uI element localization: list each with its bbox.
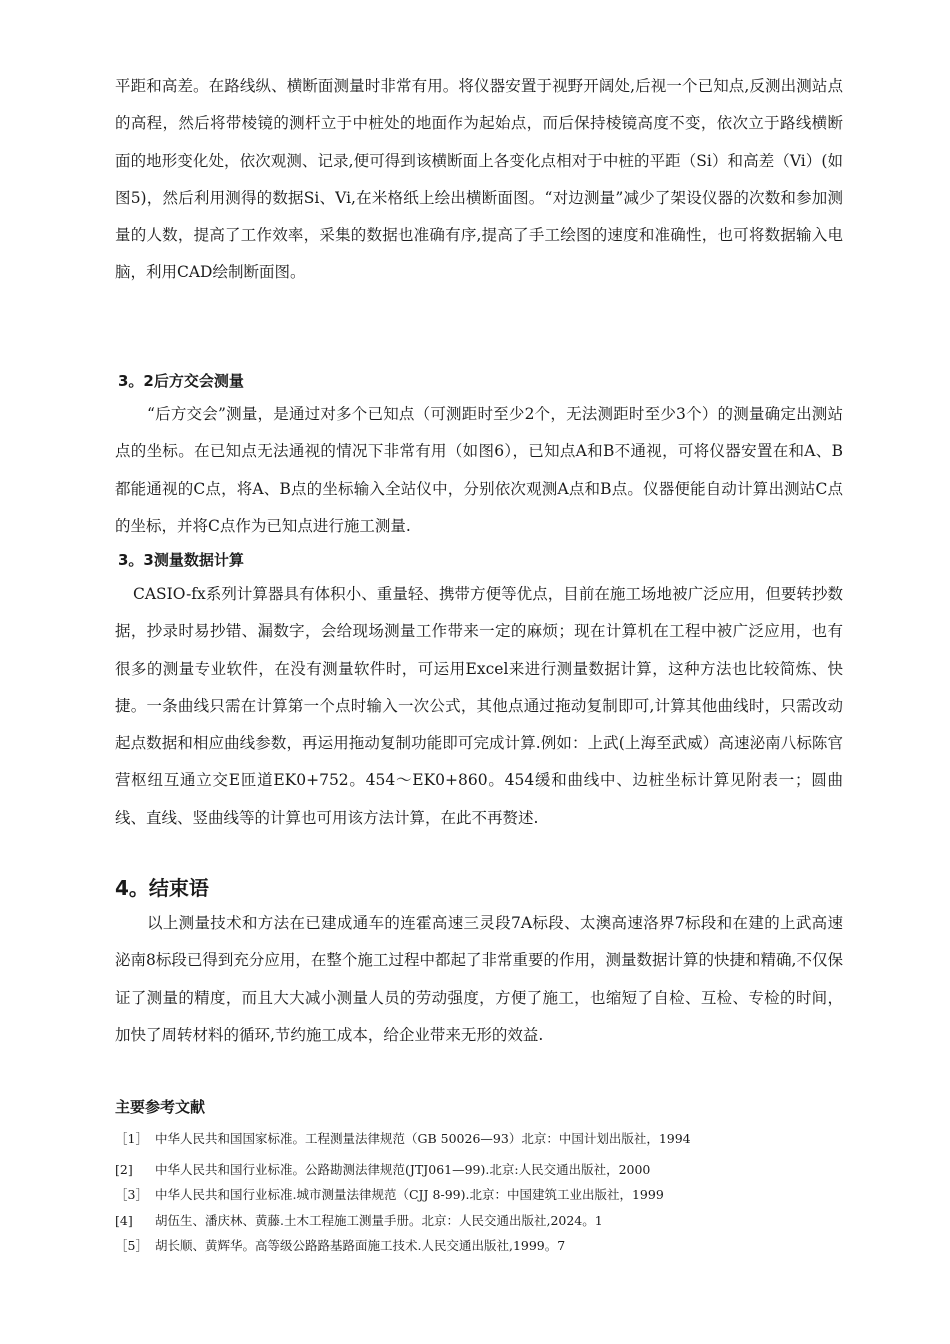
reference-text: 中华人民共和国国家标准。工程测量法律规范（GB 50026—93）北京：中国计划出版社，1994	[155, 1131, 691, 1146]
reference-item-3	[115, 1185, 855, 1205]
reference-number: [2]	[115, 1162, 133, 1177]
reference-number: ［5］	[115, 1238, 148, 1253]
reference-text: 中华人民共和国行业标准.城市测量法律规范（CJJ 8-99).北京：中国建筑工业出版社，1999	[155, 1187, 664, 1202]
reference-item-4	[115, 1211, 855, 1231]
section-3-2-heading: 3。2后方交会测量	[118, 372, 244, 390]
section-3-3-body: CASIO-fx系列计算器具有体积小、重量轻、携带方便等优点，目前在施工场地被广泛应用，但要转抄数据，抄录时易抄错、漏数字，会给现场测量工作带来一定的麻烦；现在计算机在工程中被广泛应用，也有很多的测量专业软件，在没有测量软件时，可运用Excel来进行测量数据计算，这种方法也比较简炼、快捷。一条曲线只需在计算第一个点时输入一次公式，其他点通过拖动复制即可,计算其他曲线时，只需改动起点数据和相应曲线参数，再运用拖动复制功能即可完成计算.例如：上武(上海至武威）高速泌南八标陈官营枢纽互通立交E匝道EK0+752。454～EK0+860。454缓和曲线中、边桩坐标计算见附表一；圆曲线、直线、竖曲线等的计算也可用该方法计算，在此不再赘述.	[115, 585, 843, 827]
section-3-2-body: “后方交会”测量，是通过对多个已知点（可测距时至少2个，无法测距时至少3个）的测量确定出测站点的坐标。在已知点无法通视的情况下非常有用（如图6），已知点A和B不通视，可将仪器安置在和A、B都能通视的C点，将A、B点的坐标输入全站仪中，分别依次观测A点和B点。仪器便能自动计算出测站C点的坐标，并将C点作为已知点进行施工测量.	[115, 405, 843, 535]
reference-item-2	[115, 1160, 855, 1180]
section-3-3-heading: 3。3测量数据计算	[118, 551, 244, 569]
reference-number: [4]	[115, 1213, 133, 1228]
reference-number: ［3］	[115, 1187, 148, 1202]
section-4-body: 以上测量技术和方法在已建成通车的连霍高速三灵段7A标段、太澳高速洛界7标段和在建的上武高速泌南8标段已得到充分应用，在整个施工过程中都起了非常重要的作用，测量数据计算的快捷和精确,不仅保证了测量的精度，而且大大减小测量人员的劳动强度，方便了施工，也缩短了自检、互检、专检的时间，加快了周转材料的循环,节约施工成本，给企业带来无形的效益.	[115, 914, 843, 1044]
paragraph-continuation: 平距和高差。在路线纵、横断面测量时非常有用。将仪器安置于视野开阔处,后视一个已知点,反测出测站点的高程，然后将带棱镜的测杆立于中桩处的地面作为起始点，而后保持棱镜高度不变，依次立于路线横断面的地形变化处，依次观测、记录,便可得到该横断面上各变化点相对于中桩的平距（Si）和高差（Vi）(如图5)，然后利用测得的数据Si、Vi,在米格纸上绘出横断面图。“对边测量”减少了架设仪器的次数和参加测量的人数，提高了工作效率，采集的数据也准确有序,提高了手工绘图的速度和准确性，也可将数据输入电脑，利用CAD绘制断面图。	[115, 77, 843, 282]
references-title: 主要参考文献	[115, 1098, 206, 1116]
reference-item-1	[115, 1129, 855, 1149]
reference-text: 中华人民共和国行业标准。公路勘测法律规范(JTJ061—99).北京:人民交通出版社，2000	[155, 1162, 651, 1177]
reference-text: 胡长顺、黄辉华。高等级公路路基路面施工技术.人民交通出版社,1999。7	[155, 1238, 566, 1253]
reference-number: ［1］	[115, 1131, 148, 1146]
section-4-heading: 4。结束语	[115, 876, 209, 900]
reference-text: 胡伍生、潘庆林、黄藤.土木工程施工测量手册。北京：人民交通出版社,2024。1	[155, 1213, 603, 1228]
reference-item-5	[115, 1236, 855, 1256]
